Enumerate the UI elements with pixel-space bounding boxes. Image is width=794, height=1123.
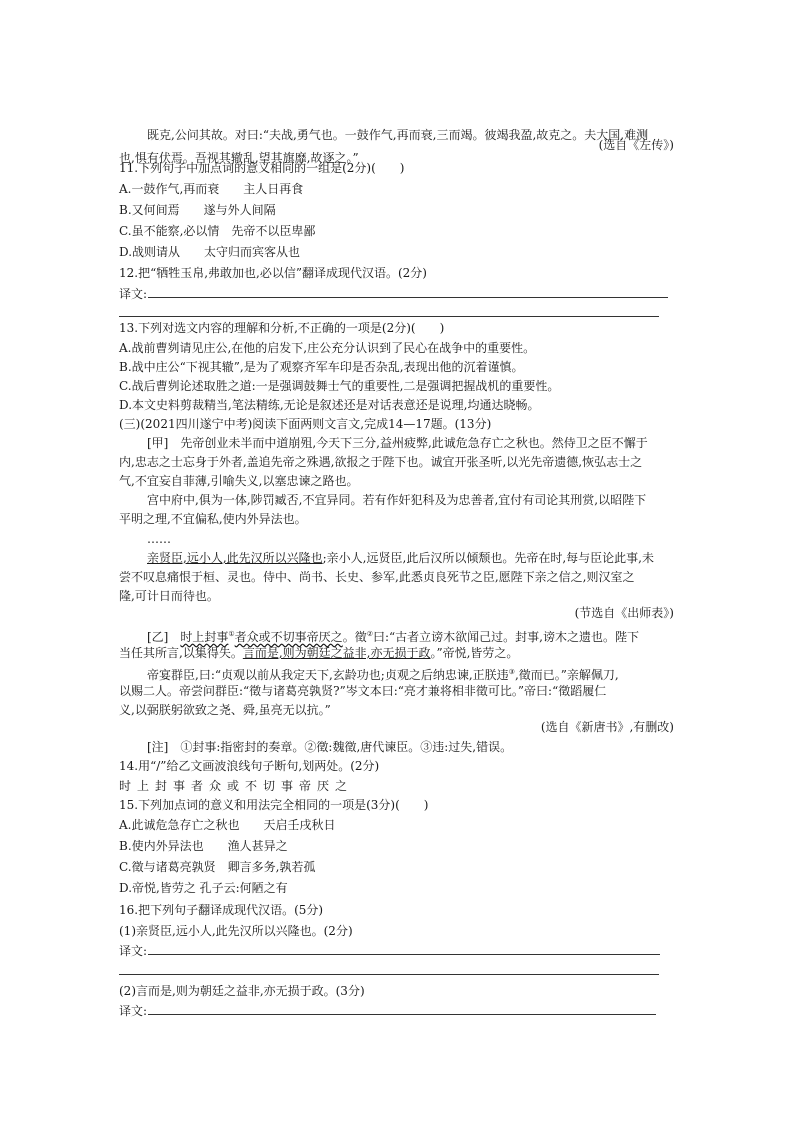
q12-stem: 12.把“牺牲玉帛,弗敢加也,必以信”翻译成现代汉语。(2分) bbox=[119, 266, 427, 280]
yi-label: [乙] bbox=[147, 630, 181, 644]
jia-p1-line1: [甲] 先帝创业未半而中道崩殂,今天下三分,益州疲弊,此诚危急存亡之秋也。然侍卫之臣不懈于 bbox=[147, 436, 648, 450]
q16-sub2: (2)言而是,则为朝廷之益非,亦无损于政。(3分) bbox=[119, 984, 365, 998]
q13-option-b: B.战中庄公“下视其辙”,是为了观察齐军车印是否杂乱,表现出他的沉着谨慎。 bbox=[119, 360, 524, 374]
yi-underlined-sentence: 言而是,则为朝廷之益非,亦无损于政 bbox=[242, 646, 431, 660]
q12-answer-line-1[interactable] bbox=[148, 297, 668, 298]
note-marker-1: ① bbox=[228, 630, 235, 638]
yi-p1-text-a: 。徵 bbox=[342, 630, 367, 644]
q14-sentence[interactable]: 时上封事者众或不切事帝厌之 bbox=[119, 779, 354, 793]
q16-sub2-answer-line[interactable] bbox=[148, 1014, 656, 1015]
yi-p1-text-b: 曰:“古者立谤木欲闻己过。封事,谤木之遗也。陛下 bbox=[372, 630, 639, 644]
passage1-source: (选自《左传》) bbox=[598, 138, 674, 152]
yi-p2-line1-text: 帝宴群臣,曰:“贞观以前从我定天下,玄龄功也;贞观之后纳忠谏,正朕违 bbox=[147, 668, 509, 682]
yi-p1-line1 bbox=[147, 627, 639, 644]
annotations: [注] ①封事:指密封的奏章。②徵:魏徵,唐代谏臣。③违:过失,错误。 bbox=[147, 740, 513, 754]
jia-source: (节选自《出师表》) bbox=[574, 606, 674, 620]
section3-header: (三)(2021四川遂宁中考)阅读下面两则文言文,完成14—17题。(13分) bbox=[119, 417, 492, 431]
q15-option-b: B.使内外异法也 渔人甚异之 bbox=[119, 839, 288, 853]
wavy-sentence-part2: 者众或不切事帝厌之 bbox=[234, 630, 343, 644]
yi-p1-line2-post: 。”帝悦,皆劳之。 bbox=[430, 646, 519, 660]
yi-p2-line3: 义,以弼朕躬欲致之尧、舜,虽亮无以抗。” bbox=[119, 703, 331, 717]
note-marker-3: ③ bbox=[508, 668, 515, 676]
jia-p3-line1-rest: ;亲小人,远贤臣,此后汉所以倾颓也。先帝在时,每与臣论此事,未 bbox=[322, 551, 654, 565]
q11-option-a: A.一鼓作气,再而衰 主人日再食 bbox=[119, 182, 304, 196]
q16-sub2-answer-label: 译文: bbox=[119, 1004, 148, 1018]
q15-option-a: A.此诚危急存亡之秋也 天启壬戌秋日 bbox=[119, 818, 336, 832]
passage1-line2: 也,惧有伏焉。吾视其辙乱,望其旗靡,故逐之。” bbox=[119, 151, 359, 165]
q13-stem: 13.下列对选文内容的理解和分析,不正确的一项是(2分)( ) bbox=[119, 321, 445, 335]
q13-option-d: D.本文史料剪裁精当,笔法精练,无论是叙述还是对话表意还是说理,均通达晓畅。 bbox=[119, 398, 540, 412]
yi-p2-line1 bbox=[147, 665, 619, 682]
jia-p3-line3: 隆,可计日而待也。 bbox=[119, 589, 219, 603]
jia-p1-line2: 内,忠志之士忘身于外者,盖追先帝之殊遇,欲报之于陛下也。诚宜开张圣听,以光先帝遗德,恢弘志士之 bbox=[119, 455, 643, 469]
q11-stem: 11.下列句子中加点词的意义相同的一组是(2分)( ) bbox=[119, 161, 405, 175]
yi-p1-line2-pre: 当任其所言,以集得失。 bbox=[119, 646, 243, 660]
q12-answer-label: 译文: bbox=[119, 287, 148, 301]
jia-p2-line1: 宫中府中,俱为一体,陟罚臧否,不宜异同。若有作奸犯科及为忠善者,宜付有司论其刑赏,以昭陛下 bbox=[147, 493, 647, 507]
yi-p2-line1-end: ,徵而已。”亲解佩刀, bbox=[514, 668, 619, 682]
q12-answer-line-2[interactable] bbox=[119, 316, 659, 317]
q16-sub1-answer-label: 译文: bbox=[119, 944, 148, 958]
q15-stem: 15.下列加点词的意义和用法完全相同的一项是(3分)( ) bbox=[119, 798, 429, 812]
q16-sub1-answer-line-2[interactable] bbox=[119, 974, 659, 975]
q15-option-c: C.徵与诸葛亮孰贤 卿言多务,孰若孤 bbox=[119, 860, 316, 874]
ellipsis: …… bbox=[147, 532, 171, 546]
underlined-sentence: 亲贤臣,远小人,此先汉所以兴隆也 bbox=[147, 551, 323, 565]
q11-option-b: B.又何间焉 遂与外人间隔 bbox=[119, 203, 276, 217]
yi-source: (选自《新唐书》,有删改) bbox=[540, 720, 674, 734]
jia-p2-line2: 平明之理,不宜偏私,使内外异法也。 bbox=[119, 512, 307, 526]
note-marker-2: ② bbox=[366, 630, 373, 638]
q11-option-c: C.虽不能察,必以情 先帝不以臣卑鄙 bbox=[119, 224, 316, 238]
passage1-line1: 既克,公问其故。对曰:“夫战,勇气也。一鼓作气,再而衰,三而竭。彼竭我盈,故克之。夫大国,难测 bbox=[147, 128, 649, 142]
jia-p3-line2: 尝不叹息痛恨于桓、灵也。侍中、尚书、长史、参军,此悉贞良死节之臣,愿陛下亲之信之,则汉室之 bbox=[119, 570, 635, 584]
wavy-sentence-part1: 时上封事 bbox=[180, 630, 229, 644]
q11-option-d: D.战则请从 太守归而宾客从也 bbox=[119, 245, 301, 259]
jia-p1-line3: 气,不宜妄自菲薄,引喻失义,以塞忠谏之路也。 bbox=[119, 474, 359, 488]
q14-stem: 14.用“/”给乙文画波浪线句子断句,划两处。(2分) bbox=[119, 759, 380, 773]
q16-sub1: (1)亲贤臣,远小人,此先汉所以兴隆也。(2分) bbox=[119, 924, 353, 938]
q16-sub1-answer-line-1[interactable] bbox=[148, 954, 660, 955]
yi-p1-line2 bbox=[119, 646, 518, 660]
jia-p3-line1 bbox=[147, 551, 654, 565]
q13-option-a: A.战前曹刿请见庄公,在他的启发下,庄公充分认识到了民心在战争中的重要性。 bbox=[119, 341, 536, 355]
q15-option-d: D.帝悦,皆劳之 孔子云:何陋之有 bbox=[119, 881, 288, 895]
q13-option-c: C.战后曹刿论述取胜之道:一是强调鼓舞士气的重要性,二是强调把握战机的重要性。 bbox=[119, 379, 560, 393]
yi-p2-line2: 以赐二人。帝尝问群臣:“徵与诸葛亮孰贤?”岑文本曰:“亮才兼将相非徵可比。”帝曰:“徵蹈履仁 bbox=[119, 684, 607, 698]
q16-stem: 16.把下列句子翻译成现代汉语。(5分) bbox=[119, 903, 324, 917]
